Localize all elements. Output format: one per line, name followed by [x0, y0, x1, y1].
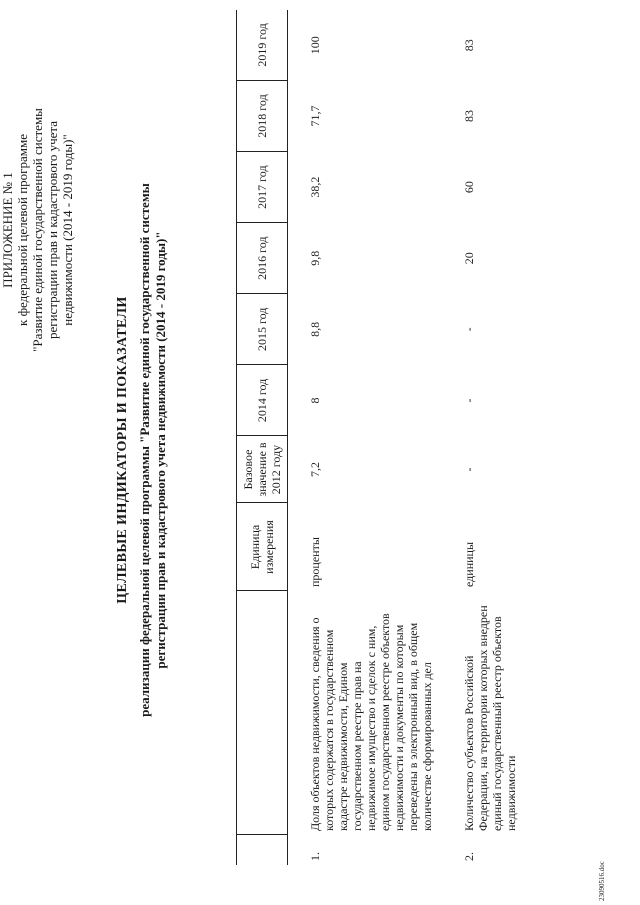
header-2017: 2017 год — [237, 152, 288, 223]
heading-subtitle-line: регистрации прав и кадастрового учета недвижимости (2014 - 2019 годы)" — [153, 231, 168, 669]
row-base-value: - — [462, 467, 476, 472]
row-value-2014: 8 — [308, 397, 322, 404]
appendix-title: ПРИЛОЖЕНИЕ № 1 — [0, 172, 15, 288]
header-num — [237, 835, 288, 865]
appendix-block — [0, 15, 75, 445]
appendix-line: регистрации прав и кадастрового учета — [45, 121, 60, 339]
table-header-row — [237, 10, 288, 865]
row-base-value: 7,2 — [308, 462, 322, 477]
row-unit: единицы — [462, 541, 476, 587]
appendix-line: к федеральной целевой программе — [15, 134, 30, 326]
appendix-line: "Развитие единой государственной системы — [30, 108, 45, 352]
header-unit: Единица измерения — [237, 503, 288, 591]
header-2019: 2019 год — [237, 10, 288, 80]
appendix-line: недвижимости (2014 - 2019 годы)" — [60, 134, 75, 326]
row-value-2019: 83 — [462, 39, 476, 52]
row-value-2019: 100 — [308, 36, 322, 55]
table-row — [302, 10, 440, 865]
header-2018: 2018 год — [237, 80, 288, 151]
indicators-table — [236, 10, 524, 865]
heading-title: ЦЕЛЕВЫЕ ИНДИКАТОРЫ И ПОКАЗАТЕЛИ — [115, 296, 130, 604]
header-2014: 2014 год — [237, 365, 288, 436]
row-value-2016: 20 — [462, 252, 476, 265]
row-indicator-name: Количество субъектов Российской Федерации, на территории которых внедрен единый государственный реестр объектов недвижимости — [462, 605, 518, 831]
row-value-2018: 71,7 — [308, 105, 322, 127]
row-number: 2. — [462, 852, 476, 861]
row-value-2017: 60 — [462, 181, 476, 194]
row-value-2018: 83 — [462, 110, 476, 123]
heading-subtitle-line: реализации федеральной целевой программы "Развитие единой государственной системы — [137, 183, 152, 717]
header-2016: 2016 год — [237, 223, 288, 294]
row-value-2017: 38,2 — [308, 176, 322, 198]
document-code: 23090516.doc — [598, 861, 606, 901]
row-indicator-name: Доля объектов недвижимости, сведения о которых содержатся в государственном кадастре недвижимости, Едином государственном реестре прав на недвижимое имущество и сделок с ним, едином государственном реестре объектов недвижимости и документы по которым переведены в электронный вид, в общем количестве сформированных дел — [308, 613, 434, 831]
row-unit: проценты — [308, 537, 322, 587]
header-base: Базовое значение в 2012 году — [237, 436, 288, 503]
row-value-2016: 9,8 — [308, 250, 322, 266]
row-value-2015: 8,8 — [308, 321, 322, 337]
row-value-2015: - — [462, 327, 476, 332]
row-value-2014: - — [462, 398, 476, 403]
header-name — [237, 591, 288, 835]
row-number: 1. — [308, 852, 322, 861]
header-2015: 2015 год — [237, 294, 288, 365]
document-heading — [115, 125, 169, 775]
table-row — [440, 10, 524, 865]
